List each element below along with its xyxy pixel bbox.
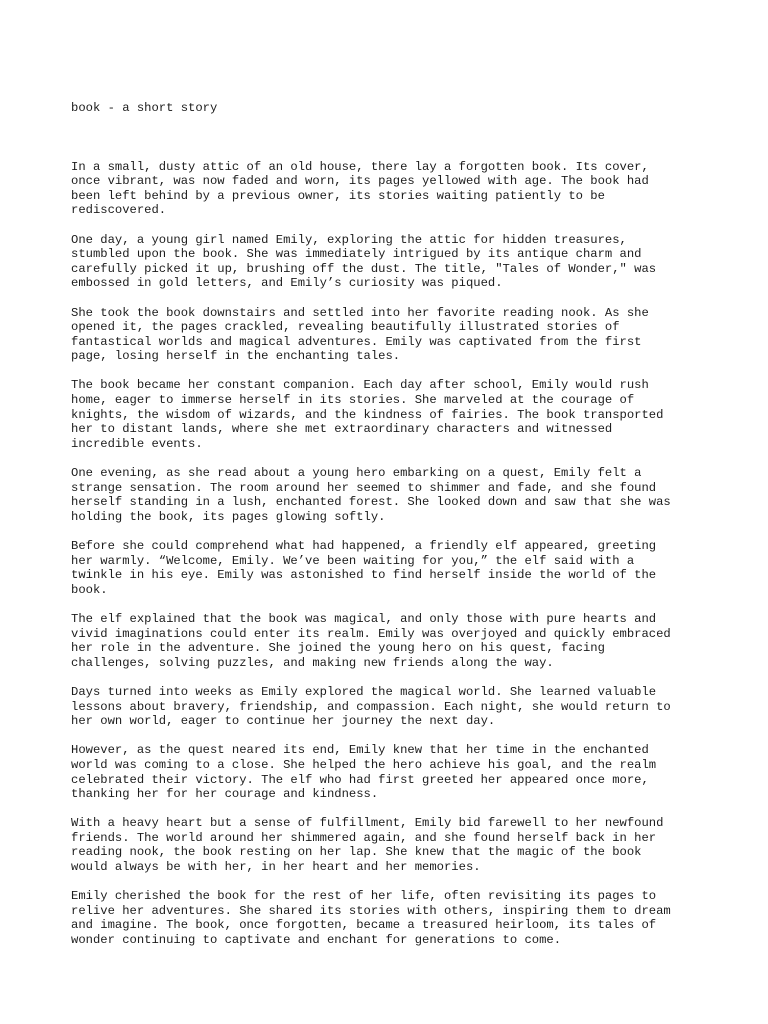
text-line: Days turned into weeks as Emily explored the magical world. She learned valuable — [71, 684, 657, 699]
text-line: holding the book, its pages glowing softly. — [71, 509, 386, 524]
text-line: once vibrant, was now faded and worn, its pages yellowed with age. The book had — [71, 174, 649, 189]
paragraph-9 — [71, 743, 711, 801]
text-line: rediscovered. — [71, 203, 167, 218]
text-line: world was coming to a close. She helped the hero achieve his goal, and the realm — [71, 757, 657, 772]
paragraph-7 — [71, 612, 711, 670]
paragraph-3 — [71, 306, 711, 364]
text-line: and imagine. The book, once forgotten, became a treasured heirloom, its tales of — [71, 918, 657, 933]
paragraph-2 — [71, 233, 711, 291]
text-line: strange sensation. The room around her seemed to shimmer and fade, and she found — [71, 480, 657, 495]
text-line: her role in the adventure. She joined the young hero on his quest, facing — [71, 641, 605, 656]
text-line: fantastical worlds and magical adventures. Emily was captivated from the first — [71, 334, 642, 349]
text-line: The elf explained that the book was magical, and only those with pure hearts and — [71, 611, 657, 626]
text-line: relive her adventures. She shared its stories with others, inspiring them to dream — [71, 903, 671, 918]
text-line: stumbled upon the book. She was immediately intrigued by its antique charm and — [71, 247, 642, 262]
paragraph-8 — [71, 685, 711, 729]
text-line: In a small, dusty attic of an old house, there lay a forgotten book. Its cover, — [71, 159, 649, 174]
text-line: thanking her for her courage and kindness. — [71, 787, 379, 802]
text-line: wonder continuing to captivate and enchant for generations to come. — [71, 933, 562, 948]
text-line: The book became her constant companion. Each day after school, Emily would rush — [71, 378, 649, 393]
text-line: her own world, eager to continue her journey the next day. — [71, 714, 496, 729]
text-line: celebrated their victory. The elf who had first greeted her appeared once more, — [71, 772, 649, 787]
text-line: reading nook, the book resting on her lap. She knew that the magic of the book — [71, 845, 642, 860]
paragraph-6 — [71, 539, 711, 597]
text-line: lessons about bravery, friendship, and compassion. Each night, she would return to — [71, 699, 671, 714]
text-line: She took the book downstairs and settled into her favorite reading nook. As she — [71, 305, 649, 320]
text-line: her warmly. “Welcome, Emily. We’ve been waiting for you,” the elf said with a — [71, 553, 635, 568]
document-page — [71, 72, 711, 977]
text-line: home, eager to immerse herself in its stories. She marveled at the courage of — [71, 393, 635, 408]
text-line: carefully picked it up, brushing off the dust. The title, "Tales of Wonder," was — [71, 261, 657, 276]
text-line: knights, the wisdom of wizards, and the kindness of fairies. The book transported — [71, 407, 664, 422]
text-line: vivid imaginations could enter its realm. Emily was overjoyed and quickly embraced — [71, 626, 671, 641]
text-line: opened it, the pages crackled, revealing beautifully illustrated stories of — [71, 320, 620, 335]
text-line: would always be with her, in her heart and her memories. — [71, 860, 481, 875]
text-line: been left behind by a previous owner, its stories waiting patiently to be — [71, 188, 605, 203]
text-line: page, losing herself in the enchanting tales. — [71, 349, 401, 364]
text-line: incredible events. — [71, 436, 203, 451]
paragraph-4 — [71, 378, 711, 451]
text-line: twinkle in his eye. Emily was astonished to find herself inside the world of the — [71, 568, 657, 583]
text-line: challenges, solving puzzles, and making new friends along the way. — [71, 655, 554, 670]
document-title: book - a short story — [71, 101, 218, 116]
text-line: One evening, as she read about a young hero embarking on a quest, Emily felt a — [71, 466, 642, 481]
text-line: herself standing in a lush, enchanted forest. She looked down and saw that she was — [71, 495, 671, 510]
paragraph-11 — [71, 889, 711, 947]
text-line: embossed in gold letters, and Emily’s curiosity was piqued. — [71, 276, 503, 291]
text-line: However, as the quest neared its end, Emily knew that her time in the enchanted — [71, 743, 649, 758]
text-line: Before she could comprehend what had happened, a friendly elf appeared, greeting — [71, 539, 657, 553]
text-line: her to distant lands, where she met extraordinary characters and witnessed — [71, 422, 613, 437]
paragraph-1 — [71, 160, 711, 218]
document-body — [71, 160, 711, 948]
text-line: Emily cherished the book for the rest of her life, often revisiting its pages to — [71, 889, 657, 904]
text-line: One day, a young girl named Emily, exploring the attic for hidden treasures, — [71, 232, 627, 247]
text-line: book. — [71, 582, 108, 597]
paragraph-10 — [71, 816, 711, 874]
paragraph-5 — [71, 466, 711, 524]
text-line: With a heavy heart but a sense of fulfillment, Emily bid farewell to her newfound — [71, 816, 664, 831]
text-line: friends. The world around her shimmered again, and she found herself back in her — [71, 830, 657, 845]
